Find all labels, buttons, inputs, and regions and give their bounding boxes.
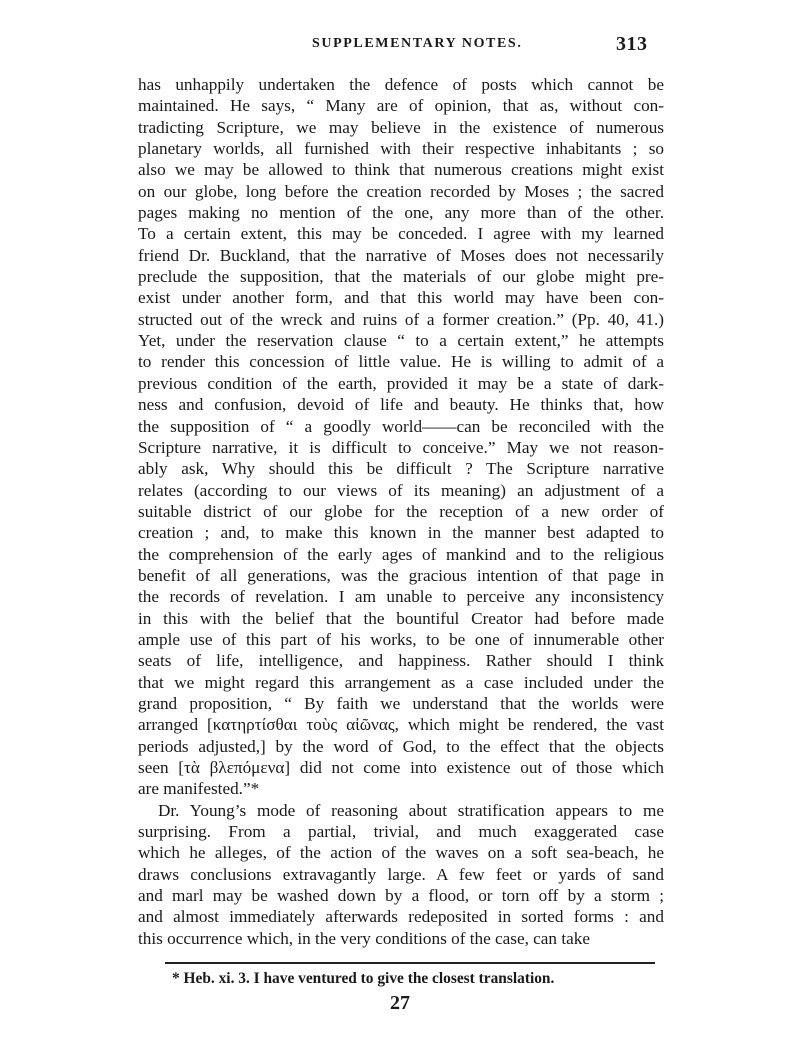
text-line: grand proposition, “ By faith we understand that the worlds were [138, 693, 664, 713]
text-line: maintained. He says, “ Many are of opinion, that as, without con- [138, 96, 664, 116]
text-line: Yet, under the reservation clause “ to a certain extent,” he attempts [138, 331, 664, 351]
text-line: this occurrence which, in the very conditions of the case, can take [138, 928, 590, 948]
text-line: has unhappily undertaken the defence of posts which cannot be [138, 75, 664, 94]
text-line: preclude the supposition, that the materials of our globe might pre- [138, 267, 664, 287]
page-number: 313 [616, 33, 648, 55]
text-line: tradicting Scripture, we may believe in the existence of numerous [138, 117, 664, 137]
footnote-rule [165, 962, 655, 964]
text-line: seen [τὰ βλεπόμενα] did not come into existence out of those which [138, 758, 664, 777]
text-line: ample use of this part of his works, to be one of innumerable other [138, 629, 664, 649]
text-line: are manifested.”* [138, 779, 260, 799]
text-line: Dr. Young’s mode of reasoning about stratification appears to me [158, 800, 664, 820]
text-line: creation ; and, to make this known in the manner best adapted to [138, 523, 664, 543]
text-line: relates (according to our views of its meaning) an adjustment of a [138, 480, 664, 500]
text-line: on our globe, long before the creation recorded by Moses ; the sacred [138, 181, 664, 201]
text-line: draws conclusions extravagantly large. A few feet or yards of sand [138, 864, 664, 884]
text-line: in this with the belief that the bountiful Creator had before made [138, 608, 664, 628]
text-line: surprising. From a partial, trivial, and much exaggerated case [138, 822, 664, 842]
text-line: ably ask, Why should this be difficult ? The Scripture narrative [138, 459, 664, 479]
text-line: that we might regard this arrangement as a case included under the [138, 672, 664, 692]
text-line: arranged [κατηρτίσθαι τοὺς αἰῶνας, which might be rendered, the vast [138, 715, 664, 735]
text-line: friend Dr. Buckland, that the narrative of Moses does not necessarily [138, 245, 664, 265]
running-header [0, 34, 800, 64]
text-line: the comprehension of the early ages of mankind and to the religious [138, 544, 664, 564]
text-line: the records of revelation. I am unable to perceive any inconsistency [138, 587, 664, 607]
text-line: structed out of the wreck and ruins of a former creation.” (Pp. 40, 41.) [138, 309, 664, 329]
footnote: * Heb. xi. 3. I have ventured to give the closest translation. [172, 970, 555, 987]
text-line: which he alleges, of the action of the waves on a soft sea-beach, he [138, 843, 664, 863]
text-line: previous condition of the earth, provided it may be a state of dark- [138, 373, 664, 393]
text-line: to render this concession of little value. He is willing to admit of a [138, 352, 664, 372]
text-line: seats of life, intelligence, and happiness. Rather should I think [138, 651, 664, 671]
text-line: suitable district of our globe for the reception of a new order of [138, 501, 664, 521]
text-line: pages making no mention of the one, any more than of the other. [138, 203, 664, 223]
text-line: also we may be allowed to think that numerous creations might exist [138, 160, 664, 180]
text-line: Scripture narrative, it is difficult to conceive.” May we not reason- [138, 437, 664, 457]
text-line: periods adjusted,] by the word of God, to the effect that the objects [138, 736, 664, 756]
text-line: ness and confusion, devoid of life and beauty. He thinks that, how [138, 395, 664, 415]
text-line: planetary worlds, all furnished with their respective inhabitants ; so [138, 139, 664, 159]
text-line: the supposition of “ a goodly world——can be reconciled with the [138, 416, 664, 436]
body-text [138, 74, 664, 949]
text-line: benefit of all generations, was the gracious intention of that page in [138, 565, 664, 585]
text-line: and marl may be washed down by a flood, or torn off by a storm ; [138, 886, 664, 906]
signature-mark: 27 [390, 992, 410, 1014]
text-line: To a certain extent, this may be conceded. I agree with my learned [138, 224, 664, 244]
running-title: SUPPLEMENTARY NOTES. [312, 36, 523, 51]
text-line: exist under another form, and that this world may have been con- [138, 288, 664, 308]
text-line: and almost immediately afterwards redeposited in sorted forms : and [138, 907, 664, 927]
